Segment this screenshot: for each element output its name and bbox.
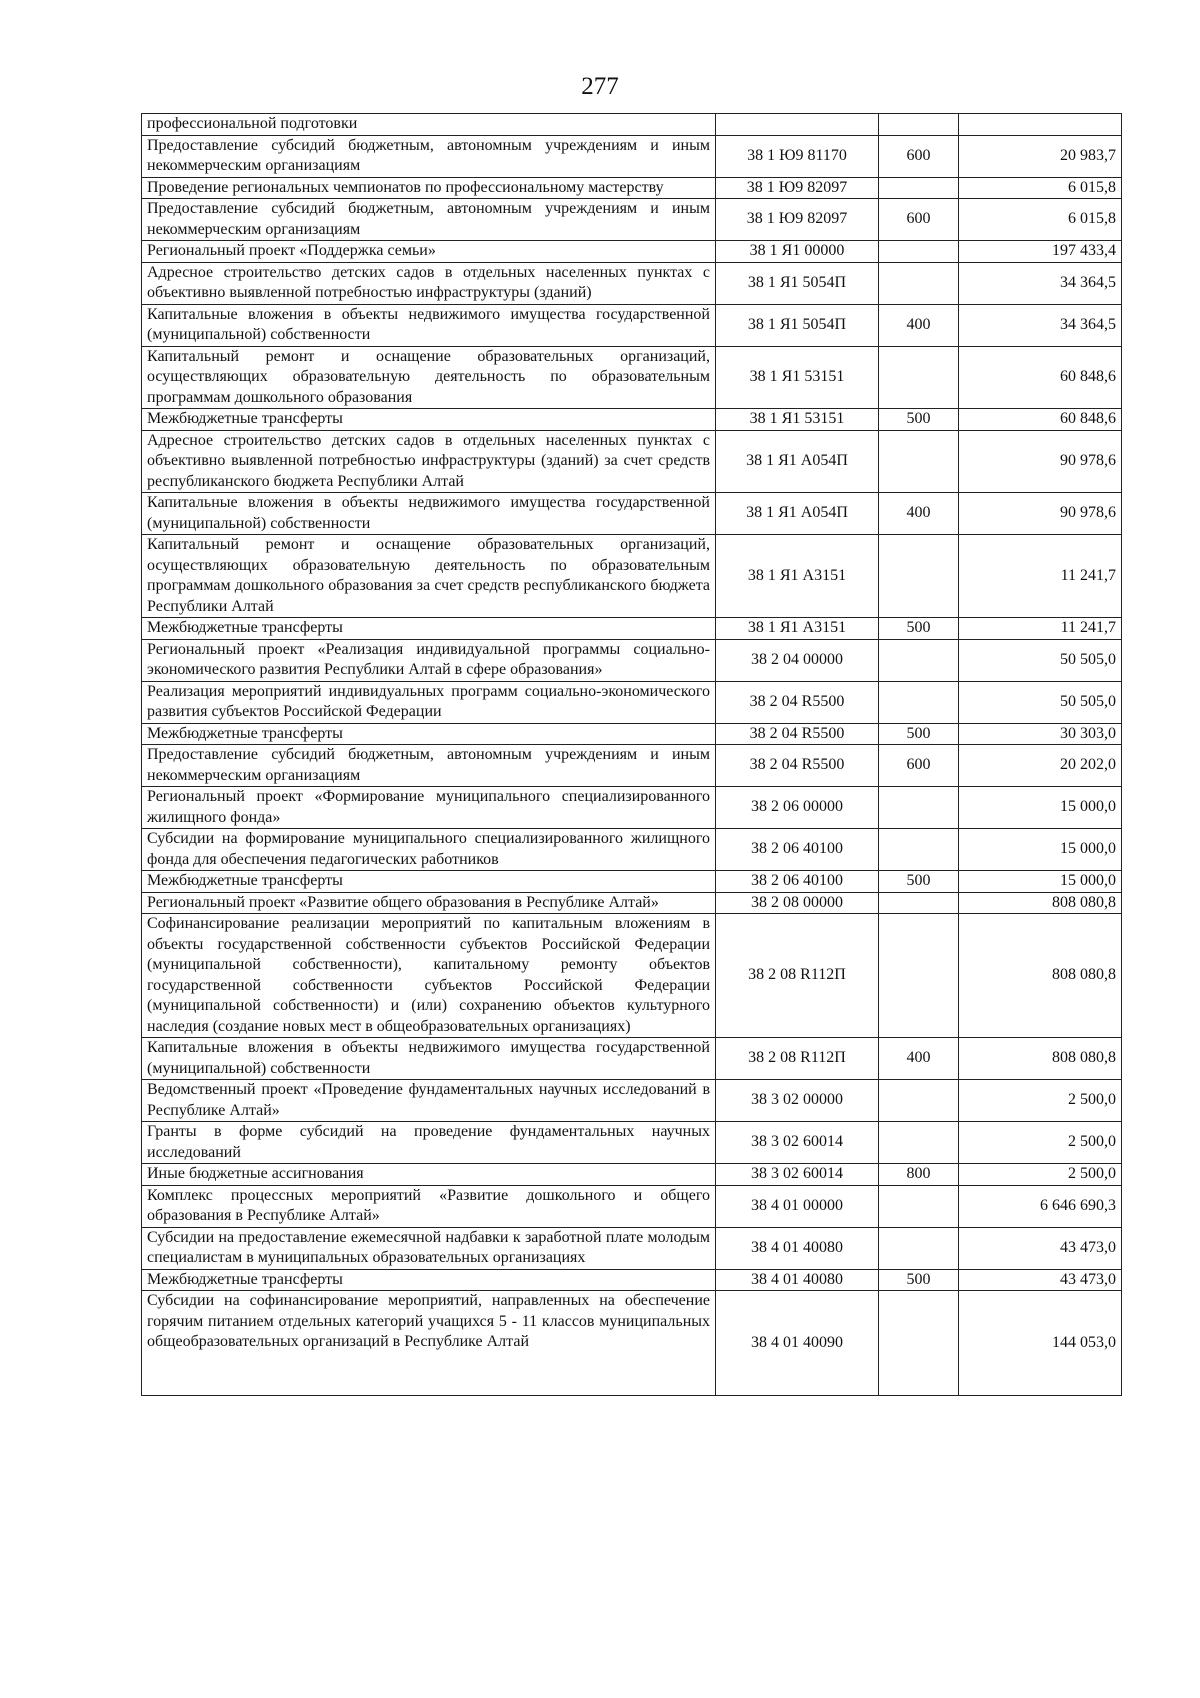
row-expense-type: [879, 1227, 959, 1269]
row-description: Капитальные вложения в объекты недвижимого имущества государственной (муниципальной) собственности: [142, 493, 716, 535]
row-target-code: 38 1 Я1 А3151: [716, 618, 879, 640]
row-target-code: [716, 114, 879, 136]
table-row: [142, 1291, 1122, 1396]
table-row: [142, 639, 1122, 681]
row-amount: 11 241,7: [959, 535, 1122, 618]
row-amount: 30 303,0: [959, 723, 1122, 745]
row-description: Гранты в форме субсидий на проведение фундаментальных научных исследований: [142, 1122, 716, 1164]
table-row: [142, 1122, 1122, 1164]
row-description: Софинансирование реализации мероприятий по капитальным вложениям в объекты государственной собственности субъектов Российской Федерации (муниципальной собственности), капитальному ремонту объектов государственной собственности субъектов Российской Федерации (муниципальной собственности) и (или) сохранению объектов культурного наследия (создание новых мест в общеобразовательных организациях): [142, 914, 716, 1038]
table-row: [142, 723, 1122, 745]
row-expense-type: [879, 914, 959, 1038]
table-row: [142, 829, 1122, 871]
table-row: [142, 135, 1122, 177]
row-amount: 50 505,0: [959, 681, 1122, 723]
row-description: Межбюджетные трансферты: [142, 871, 716, 893]
row-description: Иные бюджетные ассигнования: [142, 1164, 716, 1186]
table-row: [142, 681, 1122, 723]
row-description: Реализация мероприятий индивидуальных программ социально-экономического развития субъектов Российской Федерации: [142, 681, 716, 723]
row-expense-type: [879, 346, 959, 409]
row-expense-type: [879, 241, 959, 263]
row-description: Межбюджетные трансферты: [142, 618, 716, 640]
row-expense-type: 400: [879, 493, 959, 535]
table-row: [142, 241, 1122, 263]
row-amount: 15 000,0: [959, 829, 1122, 871]
row-amount: 15 000,0: [959, 871, 1122, 893]
row-target-code: 38 2 08 R112П: [716, 1038, 879, 1080]
row-amount: 808 080,8: [959, 914, 1122, 1038]
row-expense-type: [879, 1291, 959, 1396]
row-expense-type: [879, 262, 959, 304]
row-description: Региональный проект «Формирование муниципального специализированного жилищного фонда»: [142, 787, 716, 829]
row-target-code: 38 1 Я1 00000: [716, 241, 879, 263]
row-amount: 11 241,7: [959, 618, 1122, 640]
table-row: [142, 892, 1122, 914]
table-row: [142, 787, 1122, 829]
row-target-code: 38 3 02 60014: [716, 1122, 879, 1164]
row-amount: 15 000,0: [959, 787, 1122, 829]
row-expense-type: [879, 430, 959, 493]
budget-table-body: [142, 114, 1122, 1396]
table-row: [142, 914, 1122, 1038]
table-row: [142, 535, 1122, 618]
row-expense-type: 400: [879, 1038, 959, 1080]
row-amount: 43 473,0: [959, 1227, 1122, 1269]
row-description: Межбюджетные трансферты: [142, 1269, 716, 1291]
row-description: Капитальный ремонт и оснащение образовательных организаций, осуществляющих образовательную деятельность по образовательным программам дошкольного образования: [142, 346, 716, 409]
table-row: [142, 1080, 1122, 1122]
row-expense-type: 600: [879, 745, 959, 787]
row-description: Адресное строительство детских садов в отдельных населенных пунктах с объективно выявленной потребностью инфраструктуры (зданий) за счет средств республиканского бюджета Республики Алтай: [142, 430, 716, 493]
row-description: Капитальные вложения в объекты недвижимого имущества государственной (муниципальной) собственности: [142, 1038, 716, 1080]
row-amount: 43 473,0: [959, 1269, 1122, 1291]
table-row: [142, 262, 1122, 304]
row-expense-type: [879, 892, 959, 914]
row-target-code: 38 3 02 60014: [716, 1164, 879, 1186]
row-target-code: 38 1 Я1 А054П: [716, 493, 879, 535]
row-expense-type: [879, 1185, 959, 1227]
row-amount: 6 646 690,3: [959, 1185, 1122, 1227]
row-description: Субсидии на предоставление ежемесячной надбавки к заработной плате молодым специалистам в муниципальных образовательных организациях: [142, 1227, 716, 1269]
table-row: [142, 177, 1122, 199]
row-expense-type: 800: [879, 1164, 959, 1186]
table-row: [142, 745, 1122, 787]
row-description: Ведомственный проект «Проведение фундаментальных научных исследований в Республике Алтай»: [142, 1080, 716, 1122]
row-amount: 34 364,5: [959, 304, 1122, 346]
row-description: Региональный проект «Развитие общего образования в Республике Алтай»: [142, 892, 716, 914]
row-target-code: 38 1 Я1 А054П: [716, 430, 879, 493]
table-row: [142, 1185, 1122, 1227]
row-amount: 808 080,8: [959, 892, 1122, 914]
row-amount: 90 978,6: [959, 493, 1122, 535]
row-description: Предоставление субсидий бюджетным, автономным учреждениям и иным некоммерческим организациям: [142, 199, 716, 241]
row-target-code: 38 2 04 R5500: [716, 745, 879, 787]
row-target-code: 38 4 01 40080: [716, 1269, 879, 1291]
row-amount: 2 500,0: [959, 1080, 1122, 1122]
row-expense-type: 400: [879, 304, 959, 346]
row-expense-type: [879, 114, 959, 136]
row-expense-type: 500: [879, 409, 959, 431]
row-expense-type: [879, 829, 959, 871]
row-target-code: 38 2 04 R5500: [716, 681, 879, 723]
row-amount: 60 848,6: [959, 346, 1122, 409]
row-description: Капитальные вложения в объекты недвижимого имущества государственной (муниципальной) собственности: [142, 304, 716, 346]
row-target-code: 38 3 02 00000: [716, 1080, 879, 1122]
row-target-code: 38 2 06 40100: [716, 871, 879, 893]
row-expense-type: 600: [879, 199, 959, 241]
row-target-code: 38 2 08 R112П: [716, 914, 879, 1038]
row-target-code: 38 4 01 40090: [716, 1291, 879, 1396]
row-amount: 50 505,0: [959, 639, 1122, 681]
table-row: [142, 1038, 1122, 1080]
row-amount: 2 500,0: [959, 1122, 1122, 1164]
row-expense-type: [879, 681, 959, 723]
row-amount: 20 983,7: [959, 135, 1122, 177]
row-description: Субсидии на формирование муниципального специализированного жилищного фонда для обеспечения педагогических работников: [142, 829, 716, 871]
row-target-code: 38 1 Я1 5054П: [716, 262, 879, 304]
row-target-code: 38 1 Ю9 81170: [716, 135, 879, 177]
row-description: Комплекс процессных мероприятий «Развитие дошкольного и общего образования в Республике Алтай»: [142, 1185, 716, 1227]
row-description: Проведение региональных чемпионатов по профессиональному мастерству: [142, 177, 716, 199]
table-row: [142, 199, 1122, 241]
table-row: [142, 346, 1122, 409]
row-amount: [959, 114, 1122, 136]
row-target-code: 38 2 04 R5500: [716, 723, 879, 745]
row-description: Региональный проект «Реализация индивидуальной программы социально-экономического развития Республики Алтай в сфере образования»: [142, 639, 716, 681]
table-row: [142, 304, 1122, 346]
row-target-code: 38 1 Я1 5054П: [716, 304, 879, 346]
row-expense-type: 500: [879, 723, 959, 745]
row-description: профессиональной подготовки: [142, 114, 716, 136]
table-row: [142, 409, 1122, 431]
row-amount: 34 364,5: [959, 262, 1122, 304]
table-row: [142, 618, 1122, 640]
table-row: [142, 1227, 1122, 1269]
table-row: [142, 430, 1122, 493]
row-amount: 808 080,8: [959, 1038, 1122, 1080]
row-target-code: 38 2 08 00000: [716, 892, 879, 914]
table-row: [142, 114, 1122, 136]
row-expense-type: [879, 1122, 959, 1164]
row-expense-type: 500: [879, 1269, 959, 1291]
row-expense-type: [879, 1080, 959, 1122]
row-expense-type: [879, 639, 959, 681]
row-expense-type: 500: [879, 618, 959, 640]
row-target-code: 38 2 04 00000: [716, 639, 879, 681]
row-amount: 197 433,4: [959, 241, 1122, 263]
row-expense-type: [879, 177, 959, 199]
row-description: Адресное строительство детских садов в отдельных населенных пунктах с объективно выявленной потребностью инфраструктуры (зданий): [142, 262, 716, 304]
row-description: Межбюджетные трансферты: [142, 409, 716, 431]
table-row: [142, 871, 1122, 893]
row-target-code: 38 1 Я1 А3151: [716, 535, 879, 618]
row-description: Субсидии на софинансирование мероприятий, направленных на обеспечение горячим питанием отдельных категорий учащихся 5 - 11 классов муниципальных общеобразовательных организаций в Республике Алтай: [142, 1291, 716, 1396]
row-description: Региональный проект «Поддержка семьи»: [142, 241, 716, 263]
row-target-code: 38 1 Я1 53151: [716, 409, 879, 431]
row-amount: 90 978,6: [959, 430, 1122, 493]
row-expense-type: 600: [879, 135, 959, 177]
table-row: [142, 493, 1122, 535]
table-row: [142, 1164, 1122, 1186]
row-description: Предоставление субсидий бюджетным, автономным учреждениям и иным некоммерческим организациям: [142, 135, 716, 177]
row-amount: 2 500,0: [959, 1164, 1122, 1186]
page-number: 277: [581, 73, 619, 100]
row-amount: 60 848,6: [959, 409, 1122, 431]
row-target-code: 38 1 Ю9 82097: [716, 177, 879, 199]
row-description: Капитальный ремонт и оснащение образовательных организаций, осуществляющих образовательную деятельность по образовательным программам дошкольного образования за счет средств республиканского бюджета Республики Алтай: [142, 535, 716, 618]
row-expense-type: 500: [879, 871, 959, 893]
row-target-code: 38 2 06 00000: [716, 787, 879, 829]
row-amount: 6 015,8: [959, 177, 1122, 199]
row-expense-type: [879, 535, 959, 618]
row-target-code: 38 2 06 40100: [716, 829, 879, 871]
budget-table: [141, 113, 1122, 1396]
row-amount: 6 015,8: [959, 199, 1122, 241]
row-target-code: 38 4 01 40080: [716, 1227, 879, 1269]
row-amount: 144 053,0: [959, 1291, 1122, 1396]
table-row: [142, 1269, 1122, 1291]
row-description: Межбюджетные трансферты: [142, 723, 716, 745]
row-target-code: 38 1 Ю9 82097: [716, 199, 879, 241]
row-description: Предоставление субсидий бюджетным, автономным учреждениям и иным некоммерческим организациям: [142, 745, 716, 787]
row-target-code: 38 4 01 00000: [716, 1185, 879, 1227]
row-target-code: 38 1 Я1 53151: [716, 346, 879, 409]
row-expense-type: [879, 787, 959, 829]
row-amount: 20 202,0: [959, 745, 1122, 787]
